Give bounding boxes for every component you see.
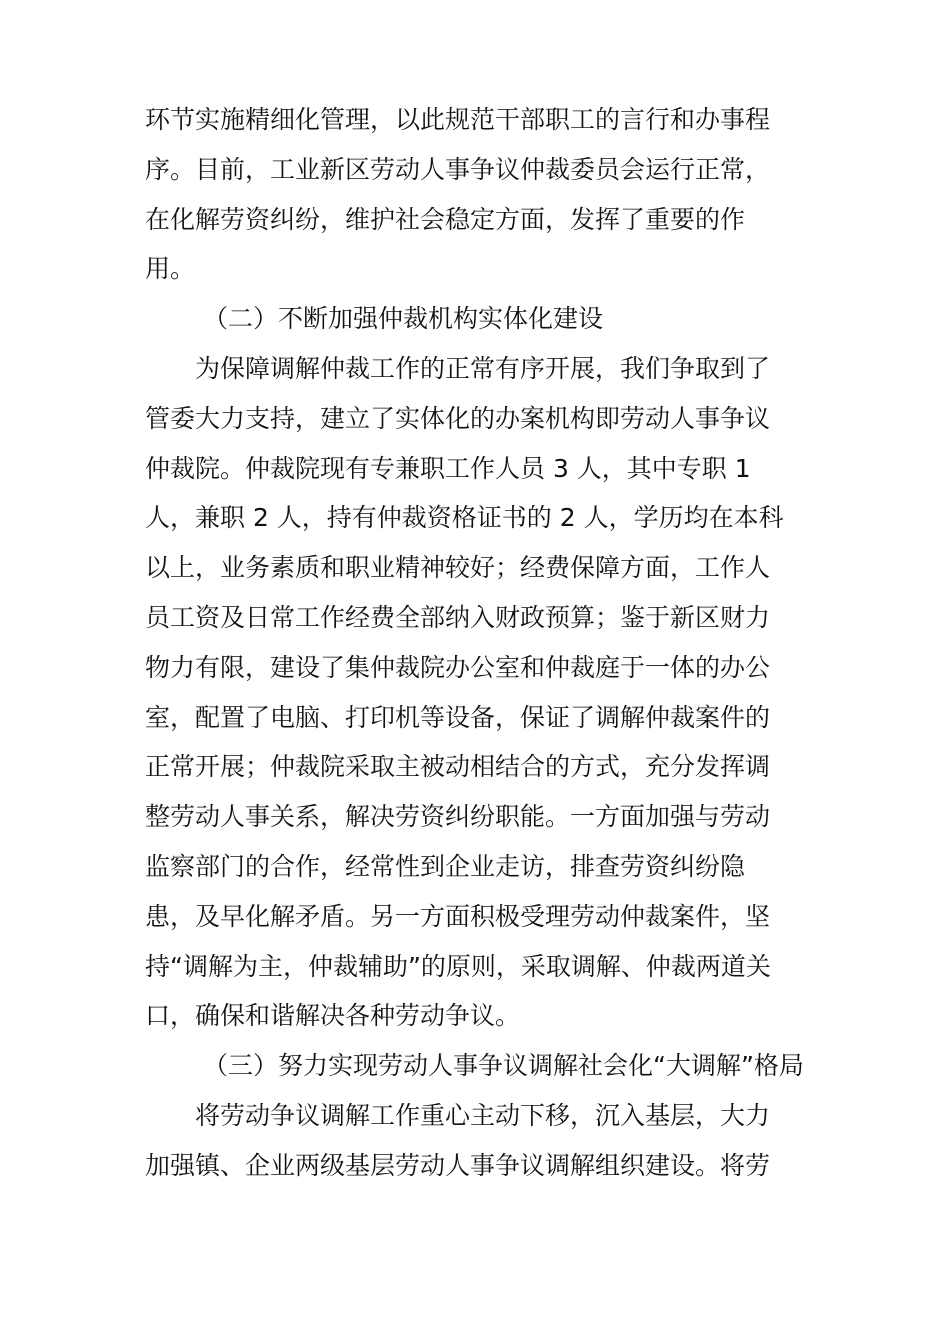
section-heading-2: （二）不断加强仲裁机构实体化建设	[203, 304, 604, 334]
paragraph-line: 正常开展；仲裁院采取主被动相结合的方式，充分发挥调	[145, 752, 771, 782]
paragraph-line: 将劳动争议调解工作重心主动下移，沉入基层，大力	[195, 1100, 771, 1130]
paragraph-line: 序。目前，工业新区劳动人事争议仲裁委员会运行正常，	[145, 154, 771, 184]
paragraph-line: 口，确保和谐解决各种劳动争议。	[145, 1001, 521, 1031]
paragraph-line: 用。	[145, 254, 196, 284]
paragraph-line: 室，配置了电脑、打印机等设备，保证了调解仲裁案件的	[145, 702, 771, 732]
paragraph-line: 为保障调解仲裁工作的正常有序开展，我们争取到了	[195, 353, 771, 383]
paragraph-line: 环节实施精细化管理，以此规范干部职工的言行和办事程	[145, 105, 771, 134]
document-body	[145, 95, 805, 1191]
paragraph-line: 整劳动人事关系，解决劳资纠纷职能。一方面加强与劳动	[145, 802, 771, 832]
paragraph-line: 物力有限，建设了集仲裁院办公室和仲裁庭于一体的办公	[145, 652, 771, 682]
paragraph-line: 持“调解为主，仲裁辅助”的原则，采取调解、仲裁两道关	[145, 951, 771, 981]
paragraph-line: 监察部门的合作，经常性到企业走访，排查劳资纠纷隐	[145, 851, 746, 881]
paragraph-line: 人，兼职 2 人，持有仲裁资格证书的 2 人，学历均在本科	[145, 503, 784, 533]
paragraph-line: 在化解劳资纠纷，维护社会稳定方面，发挥了重要的作	[145, 204, 746, 234]
paragraph-line: 仲裁院。仲裁院现有专兼职工作人员 3 人，其中专职 1	[145, 453, 751, 483]
paragraph-line: 员工资及日常工作经费全部纳入财政预算；鉴于新区财力	[145, 602, 771, 632]
paragraph-line: 以上，业务素质和职业精神较好；经费保障方面，工作人	[145, 553, 771, 583]
paragraph-line: 管委大力支持，建立了实体化的办案机构即劳动人事争议	[145, 403, 771, 433]
paragraph-line: 患，及早化解矛盾。另一方面积极受理劳动仲裁案件，坚	[145, 901, 771, 931]
section-heading-3: （三）努力实现劳动人事争议调解社会化“大调解”格局	[203, 1051, 804, 1081]
paragraph-line: 加强镇、企业两级基层劳动人事争议调解组织建设。将劳	[145, 1150, 771, 1180]
